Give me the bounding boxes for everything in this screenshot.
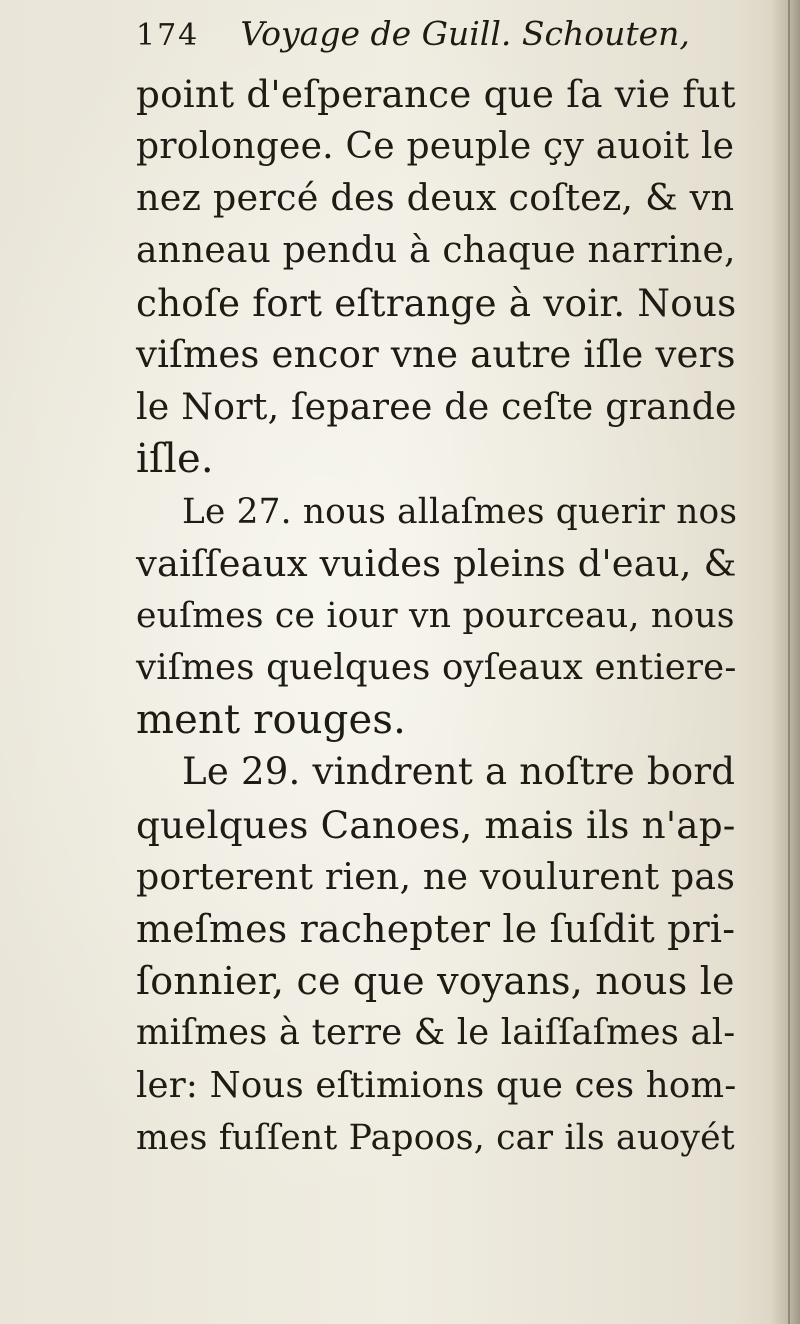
text-line: vaiſſeaux vuides pleins d'eau, & (136, 541, 737, 585)
page-number: 174 (136, 18, 200, 53)
text-line: point d'eſperance que ſa vie fut (136, 72, 736, 116)
text-line: nez percé des deux coſtez, & vn (136, 176, 735, 220)
text-line: viſmes quelques oyſeaux entiere- (136, 647, 737, 689)
page-edge-shadow (770, 0, 800, 1324)
text-line: euſmes ce iour vn pourceau, nous (136, 595, 735, 636)
running-title: Voyage de Guill. Schouten, (240, 14, 690, 53)
text-line: ment rouges. (136, 697, 407, 744)
body-text (136, 68, 736, 1164)
text-line: iſle. (136, 436, 214, 483)
running-head (136, 14, 736, 64)
text-line: miſmes à terre & le laiſſaſmes al- (136, 1012, 736, 1054)
text-line: quelques Canoes, mais ils n'ap- (136, 802, 736, 847)
text-line: mes fuſſent Papoos, car ils auoyét (136, 1117, 735, 1158)
text-line: prolongee. Ce peuple çy auoit le (136, 125, 735, 168)
text-line: le Nort, ſeparee de ceſte grande (136, 385, 737, 429)
text-line: viſmes encor vne autre iſle vers (136, 332, 736, 376)
text-line: choſe fort eſtrange à voir. Nous (136, 280, 737, 325)
page-edge-line (788, 0, 790, 1324)
text-line: ſonnier, ce que voyans, nous le (136, 959, 735, 1004)
text-line: ler: Nous eſtimions que ces hom- (136, 1064, 737, 1106)
text-line: Le 29. vindrent a noſtre bord (182, 750, 736, 794)
text-line: meſmes rachepter le ſuſdit pri- (136, 907, 736, 951)
text-line: porterent rien, ne voulurent pas (136, 854, 736, 898)
text-line: Le 27. nous allaſmes querir nos (182, 491, 738, 532)
text-line: anneau pendu à chaque narrine, (136, 229, 736, 271)
